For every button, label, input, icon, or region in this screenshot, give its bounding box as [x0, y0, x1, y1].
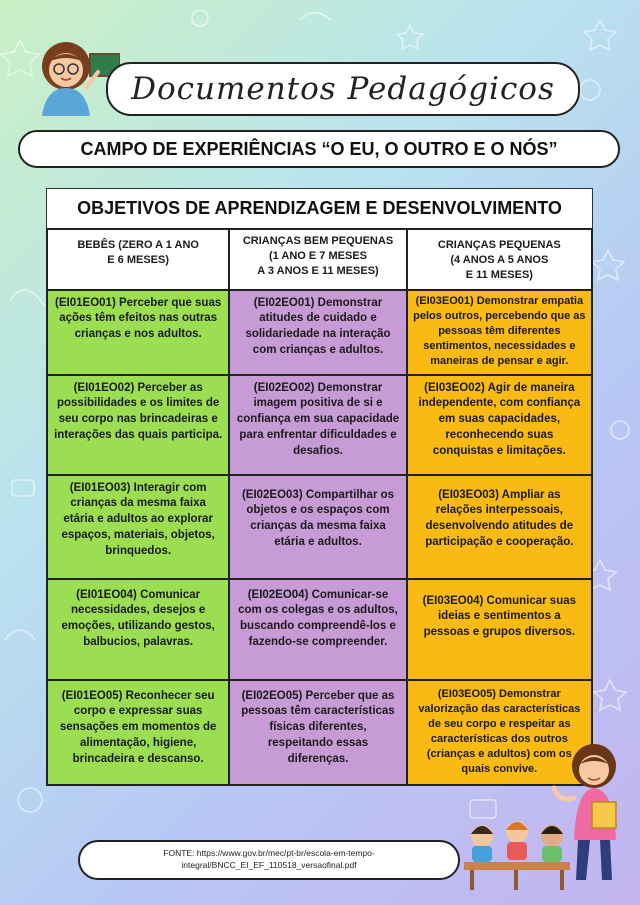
table-row [47, 579, 592, 680]
column-header-bebes: BEBÊS (ZERO A 1 ANO E 6 MESES) [47, 229, 229, 290]
teacher-with-books-illustration [548, 740, 638, 890]
column-header-bem-pequenas: CRIANÇAS BEM PEQUENAS (1 ANO E 7 MESES A 3 ANOS E 11 MESES) [229, 229, 406, 290]
objective-cell-bebes: (EI01EO03) Interagir com crianças da mesma faixa etária e adultos ao explorar espaços, materiais, objetos, brinquedos. [47, 475, 229, 579]
objective-cell-pequenas: (EI03EO05) Demonstrar valorização das características de seu corpo e respeitar as características dos outros (crianças e adultos) com os quais convive. [407, 680, 592, 785]
objective-cell-bem-pequenas: (EI02EO02) Demonstrar imagem positiva de si e confiança em sua capacidade para enfrentar dificuldades e desafios. [229, 375, 406, 475]
source-line-1: FONTE: https://www.gov.br/mec/pt-br/escola-em-tempo- [163, 848, 375, 859]
objective-cell-bebes: (EI01EO04) Comunicar necessidades, desejos e emoções, utilizando gestos, balbucios, palavras. [47, 579, 229, 680]
table-header-row [47, 229, 592, 290]
table-row [47, 375, 592, 475]
objective-cell-bem-pequenas: (EI02EO03) Compartilhar os objetos e os espaços com crianças da mesma faixa etária e adultos. [229, 475, 406, 579]
objective-cell-bebes: (EI01EO02) Perceber as possibilidades e os limites de seu corpo nas brincadeiras e interações das quais participa. [47, 375, 229, 475]
objective-cell-pequenas: (EI03EO04) Comunicar suas ideias e sentimentos a pessoas e grupos diversos. [407, 579, 592, 680]
objective-cell-bem-pequenas: (EI02EO01) Demonstrar atitudes de cuidado e solidariedade na interação com crianças e adultos. [229, 290, 406, 375]
objective-cell-pequenas: (EI03EO01) Demonstrar empatia pelos outros, percebendo que as pessoas têm diferentes sentimentos, necessidades e maneiras de pensar e agir. [407, 290, 592, 375]
objective-cell-pequenas: (EI03EO03) Ampliar as relações interpessoais, desenvolvendo atitudes de participação e cooperação. [407, 475, 592, 579]
objective-cell-bebes: (EI01EO01) Perceber que suas ações têm efeitos nas outras crianças e nos adultos. [47, 290, 229, 375]
objectives-table [46, 228, 593, 786]
campo-experiencias-title: CAMPO DE EXPERIÊNCIAS “O EU, O OUTRO E O NÓS” [18, 130, 620, 168]
source-line-2: integral/BNCC_EI_EF_110518_versaofinal.pdf [181, 860, 357, 870]
objective-cell-pequenas: (EI03EO02) Agir de maneira independente, com confiança em suas capacidades, reconhecendo suas conquistas e limitações. [407, 375, 592, 475]
objective-cell-bem-pequenas: (EI02EO04) Comunicar-se com os colegas e os adultos, buscando compreendê-los e fazendo-se compreender. [229, 579, 406, 680]
table-row [47, 475, 592, 579]
teacher-illustration [28, 36, 120, 116]
objective-cell-bem-pequenas: (EI02EO05) Perceber que as pessoas têm características físicas diferentes, respeitando essas diferenças. [229, 680, 406, 785]
objectives-header: OBJETIVOS DE APRENDIZAGEM E DESENVOLVIMENTO [46, 188, 593, 228]
column-header-pequenas: CRIANÇAS PEQUENAS (4 ANOS A 5 ANOS E 11 MESES) [407, 229, 592, 290]
table-row [47, 680, 592, 785]
objective-cell-bebes: (EI01EO05) Reconhecer seu corpo e expressar suas sensações em momentos de alimentação, higiene, brincadeira e descanso. [47, 680, 229, 785]
page-title: Documentos Pedagógicos [106, 62, 580, 116]
table-row [47, 290, 592, 375]
source-footer [78, 840, 460, 880]
